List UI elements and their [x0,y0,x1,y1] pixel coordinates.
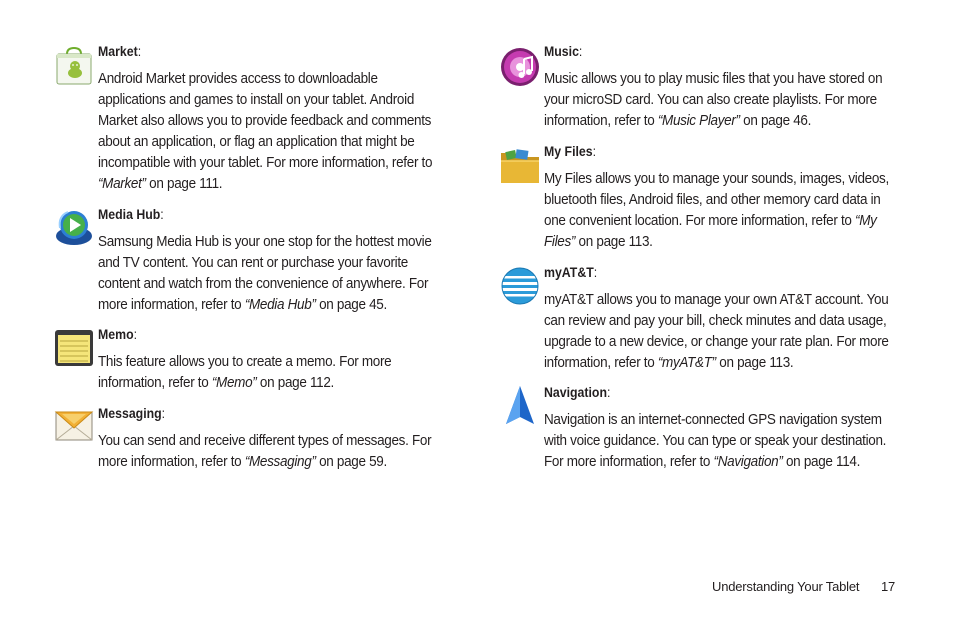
myatt-description: myAT&T allows you to manage your own AT&T account. You can review and pay your bill, check minutes and data usage, upgrade to a new device, or change your rate plan. For more information, refer to “myAT&T” on page 113. [544,291,889,371]
messaging-text [98,404,443,472]
market-reference-link[interactable]: “Market” [98,175,146,192]
myatt-reference-link[interactable]: “myAT&T” [657,354,716,371]
att-globe-icon [500,266,540,306]
music-title: Music: [544,43,583,59]
media-hub-text [98,205,443,315]
market-text [98,42,443,194]
navigation-arrow-icon [500,385,540,425]
memo-text [98,325,443,393]
market-bag-icon [54,46,94,86]
messaging-reference-link[interactable]: “Messaging” [244,453,316,470]
my-files-description: My Files allows you to manage your sounds, images, videos, bluetooth files, Android files, and other memory card data in one convenient location. For more information, refer to “My Files” on page 113. [544,170,889,250]
navigation-description: Navigation is an internet-connected GPS navigation system with voice guidance. You can type or speak your destination. For more information, refer to “Navigation” on page 114. [544,411,887,470]
navigation-title: Navigation: [544,384,611,400]
media-hub-title: Media Hub: [98,206,164,222]
market-description: Android Market provides access to downloadable applications and games to install on your tablet. Android Market also allows you to provide feedback and comments about an application, or flag an application that might be incompatible with your tablet. For more information, refer to “Market” on page 111. [98,70,433,192]
messaging-title: Messaging: [98,405,166,421]
memo-title: Memo: [98,326,138,342]
navigation-text [544,383,889,472]
navigation-reference-link[interactable]: “Navigation” [713,453,783,470]
folder-icon [500,147,540,187]
myatt-title: myAT&T: [544,264,598,280]
my-files-text [544,142,889,252]
my-files-title: My Files: [544,143,597,159]
footer-section-title: Understanding Your Tablet [712,579,860,594]
my-files-reference-link[interactable]: “My Files” [544,212,877,250]
market-title: Market: [98,43,142,59]
messaging-description: You can send and receive different types of messages. For more information, refer to “Messaging” on page 59. [98,432,432,470]
music-reference-link[interactable]: “Music Player” [657,112,740,129]
music-disc-icon [500,47,540,87]
memo-notepad-icon [54,328,94,368]
envelope-icon [54,406,94,446]
media-hub-icon [54,208,94,248]
media-hub-reference-link[interactable]: “Media Hub” [244,296,316,313]
memo-description: This feature allows you to create a memo. For more information, refer to “Memo” on page 112. [98,353,392,391]
music-text [544,42,889,131]
music-description: Music allows you to play music files that you have stored on your microSD card. You can also create playlists. For more information, refer to “Music Player” on page 46. [544,70,883,129]
myatt-text [544,263,889,373]
media-hub-description: Samsung Media Hub is your one stop for the hottest movie and TV content. You can rent or purchase your favorite content and watch from the convenience of anywhere. For more information, refer to “Media Hub” on page 45. [98,233,432,313]
memo-reference-link[interactable]: “Memo” [211,374,257,391]
page-number: 17 [881,579,896,594]
